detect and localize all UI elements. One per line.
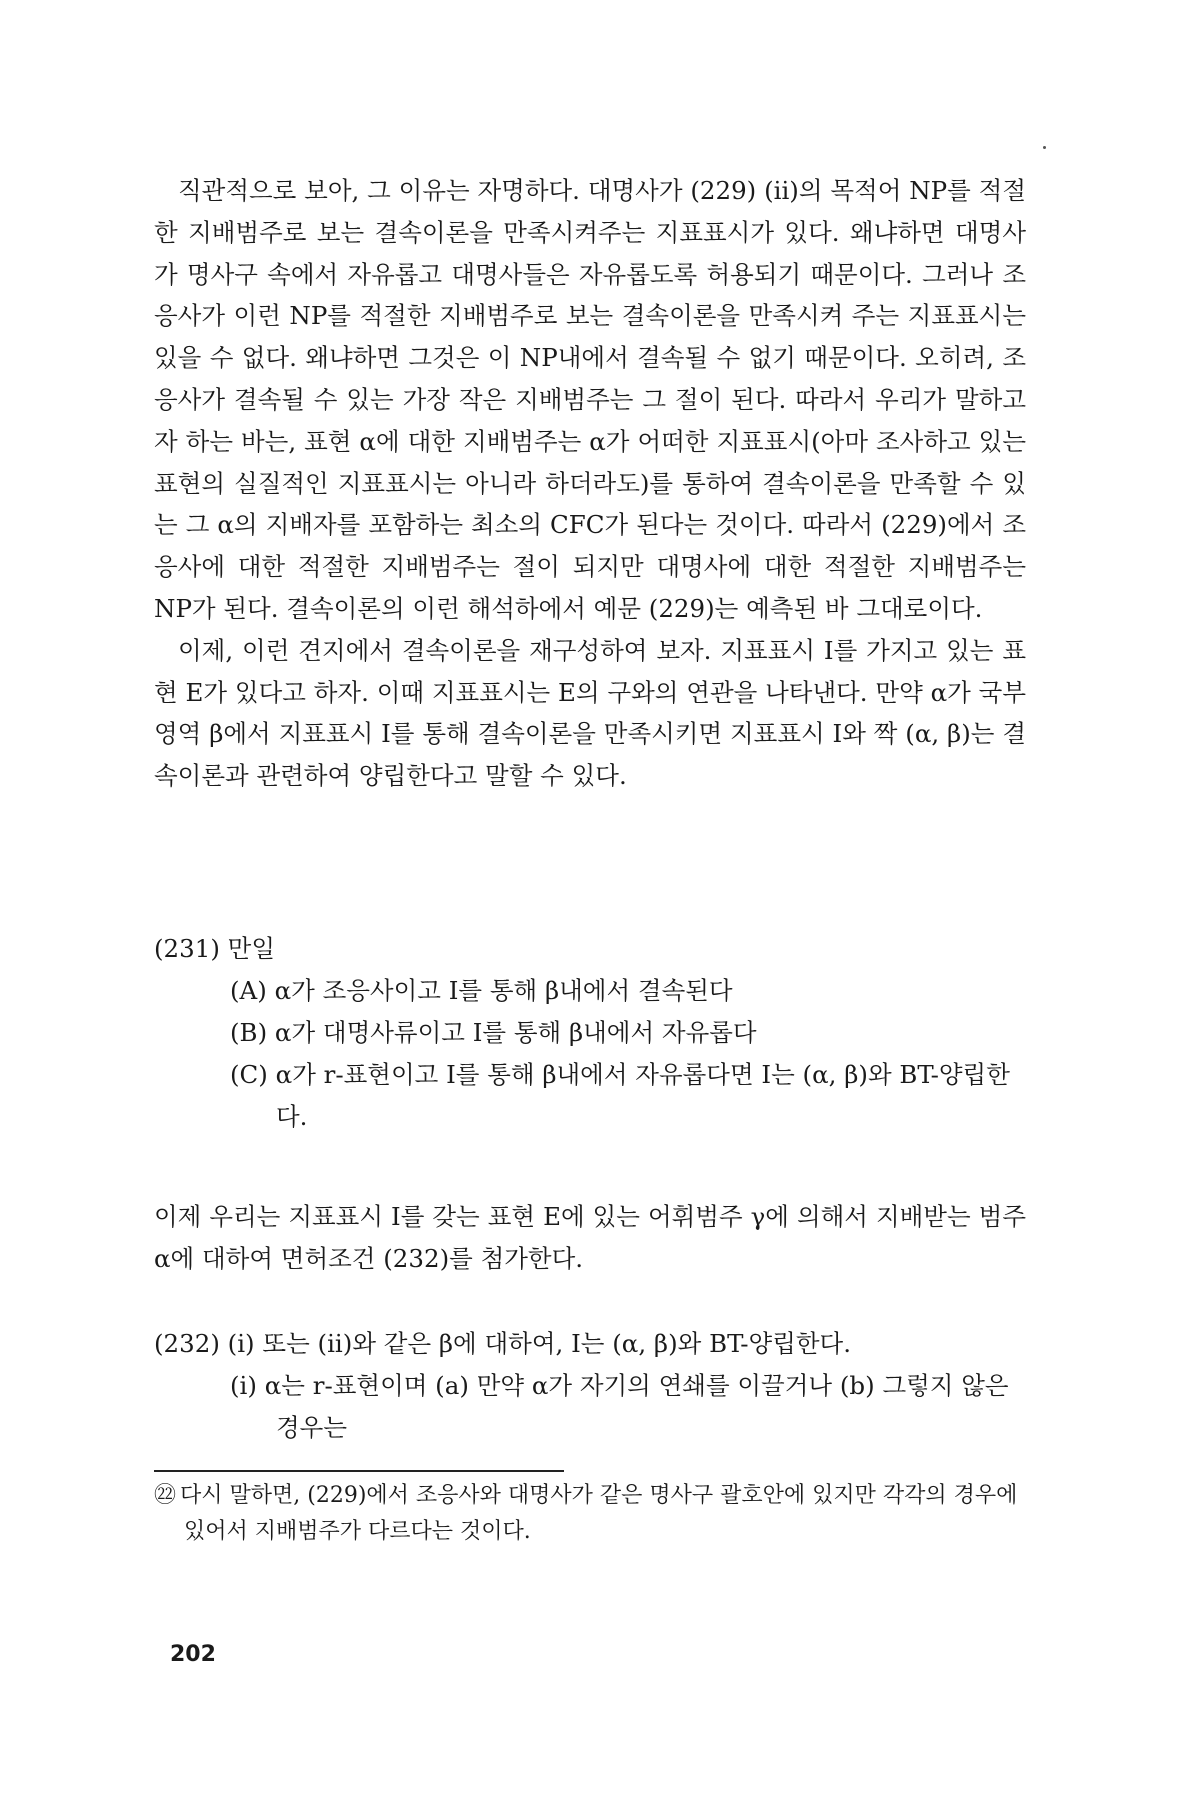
- paragraph-1: 직관적으로 보아, 그 이유는 자명하다. 대명사가 (229) (ii)의 목적어 NP를 적절한 지배범주로 보는 결속이론을 만족시켜주는 지표표시가 있다. 왜냐하면 대명사가 명사구 속에서 자유롭고 대명사들은 자유롭도록 허용되기 때문이다. 그러나 조응사가 이런 NP를 적절한 지배범주로 보는 결속이론을 만족시켜 주는 지표표시는 있을 수 없다. 왜냐하면 그것은 이 NP내에서 결속될 수 없기 때문이다. 오히려, 조응사가 결속될 수 있는 가장 작은 지배범주는 그 절이 된다. 따라서 우리가 말하고자 하는 바는, 표현 α에 대한 지배범주는 α가 어떠한 지표표시(아마 조사하고 있는 표현의 실질적인 지표표시는 아니라 하더라도)를 통하여 결속이론을 만족할 수 있는 그 α의 지배자를 포함하는 최소의 CFC가 된다는 것이다. 따라서 (229)에서 조응사에 대한 적절한 지배범주는 절이 되지만 대명사에 대한 적절한 지배범주는 NP가 된다. 결속이론의 이런 해석하에서 예문 (229)는 예측된 바 그대로이다.: [154, 176, 1026, 623]
- footnote: [154, 1478, 1026, 1550]
- footnote-text: 다시 말하면, (229)에서 조응사와 대명사가 같은 명사구 괄호안에 있지만 각각의 경우에 있어서 지배범주가 다르다는 것이다.: [180, 1483, 1018, 1544]
- example-231-item-c: (C) α가 r-표현이고 I를 통해 β내에서 자유롭다면 I는 (α, β)와 BT-양립한다.: [230, 1060, 1010, 1131]
- paragraph-2: 이제, 이런 견지에서 결속이론을 재구성하여 보자. 지표표시 I를 가지고 있는 표현 E가 있다고 하자. 이때 지표표시는 E의 구와의 연관을 나타낸다. 만약 α가 국부영역 β에서 지표표시 I를 통해 결속이론을 만족시키면 지표표시 I와 짝 (α, β)는 결속이론과 관련하여 양립한다고 말할 수 있다.: [154, 635, 1026, 791]
- footnote-marker: ㉒: [154, 1483, 177, 1508]
- example-232-line-2: (i) α는 r-표현이며 (a) 만약 α가 자기의 연쇄를 이끌거나 (b) 그렇지 않은 경우는: [230, 1371, 1009, 1442]
- example-231-label: (231) 만일: [154, 934, 276, 963]
- footnote-divider: [154, 1470, 564, 1472]
- example-231: [154, 928, 1026, 1138]
- example-232: [154, 1323, 1026, 1449]
- speck-mark: [1043, 146, 1046, 149]
- example-231-item-a: (A) α가 조응사이고 I를 통해 β내에서 결속된다: [230, 976, 733, 1005]
- example-232-line-1: (232) (i) 또는 (ii)와 같은 β에 대하여, I는 (α, β)와 BT-양립한다.: [154, 1329, 851, 1358]
- paragraph-3: 이제 우리는 지표표시 I를 갖는 표현 E에 있는 어휘범주 γ에 의해서 지배받는 범주 α에 대하여 면허조건 (232)를 첨가한다.: [154, 1202, 1026, 1273]
- page-number: 202: [170, 1642, 216, 1667]
- main-text: [154, 170, 1026, 797]
- example-231-item-b: (B) α가 대명사류이고 I를 통해 β내에서 자유롭다: [230, 1018, 757, 1047]
